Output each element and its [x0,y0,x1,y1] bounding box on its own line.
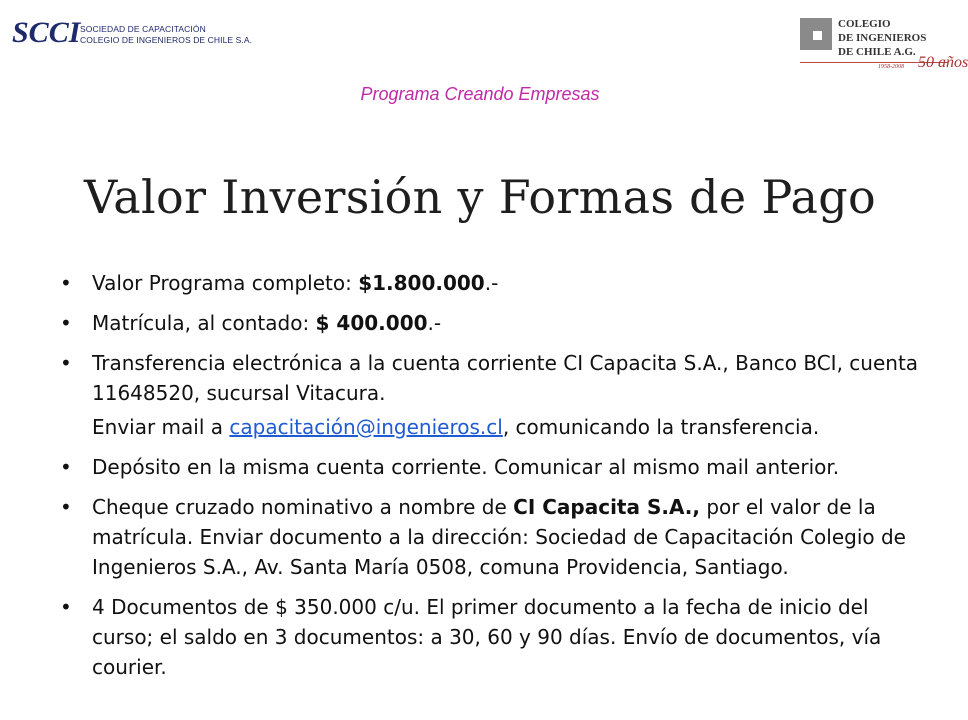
program-subtitle: Programa Creando Empresas [360,84,600,104]
logo-left-line1: SOCIEDAD DE CAPACITACIÓN [80,24,206,34]
item-text: Matrícula, al contado: [92,311,316,335]
colegio-ingenieros-logo [800,14,968,74]
logo-years: 1958-2008 [878,64,904,70]
page-title: Valor Inversión y Formas de Pago [83,170,876,224]
bullet-icon: • [60,271,72,295]
list-item [60,452,930,482]
logo-anniversary: 50 años [918,54,968,71]
list-item [60,308,930,338]
bullet-icon: • [60,595,72,619]
list-item [60,492,930,582]
item-text: .- [427,311,442,335]
item-text: Valor Programa completo: [92,271,359,295]
price-value: $1.800.000 [358,271,485,295]
item-text: Depósito en la misma cuenta corriente. Comunicar al mismo mail anterior. [92,455,840,479]
scci-logo [12,14,252,54]
list-item [60,348,930,408]
logo-square-icon [800,18,832,50]
scci-logo-mark [12,14,81,49]
company-name: CI Capacita S.A., [513,495,700,519]
enrollment-value: $ 400.000 [315,311,428,335]
logo-right-line1: COLEGIO [838,18,891,30]
logo-right-line2: DE INGENIEROS [838,32,927,44]
bullet-icon: • [60,455,72,479]
payment-list [60,268,930,692]
bullet-icon: • [60,495,72,519]
item-text: Transferencia electrónica a la cuenta corriente CI Capacita S.A., Banco BCI, cuenta 11648520, sucursal Vitacura. [92,351,919,405]
svg-text:SCCI: SCCI [12,16,81,49]
list-item-continuation [60,412,930,442]
list-item [60,592,930,682]
logo-left-line2: COLEGIO DE INGENIEROS DE CHILE S.A. [80,35,253,45]
email-link[interactable]: capacitación@ingenieros.cl [229,415,503,439]
item-text: , comunicando la transferencia. [502,415,820,439]
logo-right-line3: DE CHILE A.G. [838,46,916,58]
list-item [60,268,930,298]
item-text: Cheque cruzado nominativo a nombre de [92,495,514,519]
bullet-icon: • [60,311,72,335]
item-text: por el valor de la matrícula. Enviar documento a la dirección: Sociedad de Capacitación Colegio de Ingenieros S.A., Av. Santa María 0508, comuna Providencia, Santiago. [92,495,906,579]
item-text: .- [484,271,499,295]
item-text: 4 Documentos de $ 350.000 c/u. El primer documento a la fecha de inicio del curso; el saldo en 3 documentos: a 30, 60 y 90 días. Envío de documentos, vía courier. [92,595,882,679]
bullet-icon: • [60,351,72,375]
item-text: Enviar mail a [92,415,230,439]
